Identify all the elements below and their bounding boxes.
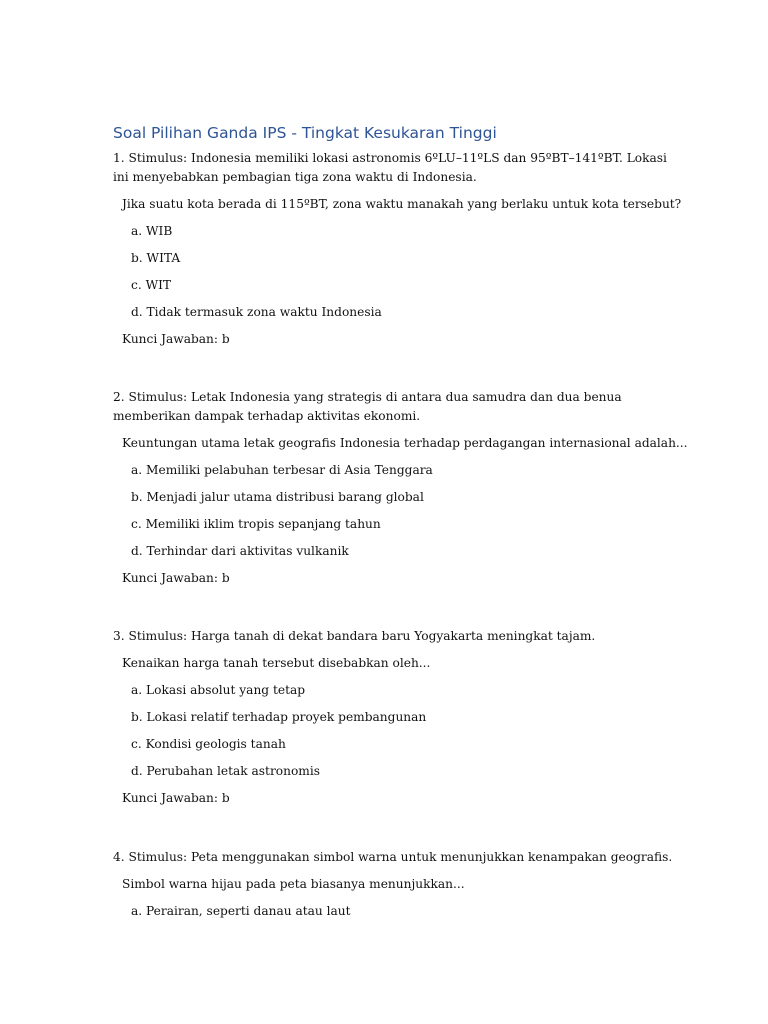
- q2-option-c: c. Memiliki iklim tropis sepanjang tahun: [131, 517, 381, 531]
- q3-option-c: c. Kondisi geologis tanah: [131, 737, 286, 751]
- q3-stimulus-line-1: 3. Stimulus: Harga tanah di dekat bandara baru Yogyakarta meningkat tajam.: [113, 629, 596, 643]
- q1-option-d: d. Tidak termasuk zona waktu Indonesia: [131, 305, 382, 319]
- q1-stimulus-line-1: 1. Stimulus: Indonesia memiliki lokasi astronomis 6ºLU–11ºLS dan 95ºBT–141ºBT. Lokasi: [113, 151, 667, 165]
- q1-question: Jika suatu kota berada di 115ºBT, zona waktu manakah yang berlaku untuk kota tersebut?: [122, 197, 682, 211]
- q1-stimulus-line-2: ini menyebabkan pembagian tiga zona waktu di Indonesia.: [113, 170, 477, 184]
- q3-answer-key: Kunci Jawaban: b: [122, 791, 230, 805]
- q3-option-a: a. Lokasi absolut yang tetap: [131, 683, 306, 697]
- q2-stimulus-line-2: memberikan dampak terhadap aktivitas ekonomi.: [113, 409, 421, 423]
- q4-stimulus-line-1: 4. Stimulus: Peta menggunakan simbol warna untuk menunjukkan kenampakan geografis.: [113, 850, 673, 864]
- q2-stimulus-line-1: 2. Stimulus: Letak Indonesia yang strategis di antara dua samudra dan dua benua: [113, 390, 622, 404]
- q3-option-d: d. Perubahan letak astronomis: [131, 764, 321, 778]
- q3-question: Kenaikan harga tanah tersebut disebabkan oleh...: [122, 656, 431, 670]
- q2-answer-key: Kunci Jawaban: b: [122, 571, 230, 585]
- q1-option-a: a. WIB: [131, 224, 173, 238]
- q2-option-b: b. Menjadi jalur utama distribusi barang global: [131, 490, 424, 504]
- q3-option-b: b. Lokasi relatif terhadap proyek pembangunan: [131, 710, 427, 724]
- q1-option-b: b. WITA: [131, 251, 181, 265]
- q4-option-a: a. Perairan, seperti danau atau laut: [131, 904, 351, 918]
- q2-question: Keuntungan utama letak geografis Indonesia terhadap perdagangan internasional adalah...: [122, 436, 688, 450]
- q1-answer-key: Kunci Jawaban: b: [122, 332, 230, 346]
- q2-option-d: d. Terhindar dari aktivitas vulkanik: [131, 544, 349, 558]
- document-title: Soal Pilihan Ganda IPS - Tingkat Kesukaran Tinggi: [113, 124, 497, 142]
- q4-question: Simbol warna hijau pada peta biasanya menunjukkan...: [122, 877, 465, 891]
- q2-option-a: a. Memiliki pelabuhan terbesar di Asia Tenggara: [131, 463, 433, 477]
- q1-option-c: c. WIT: [131, 278, 172, 292]
